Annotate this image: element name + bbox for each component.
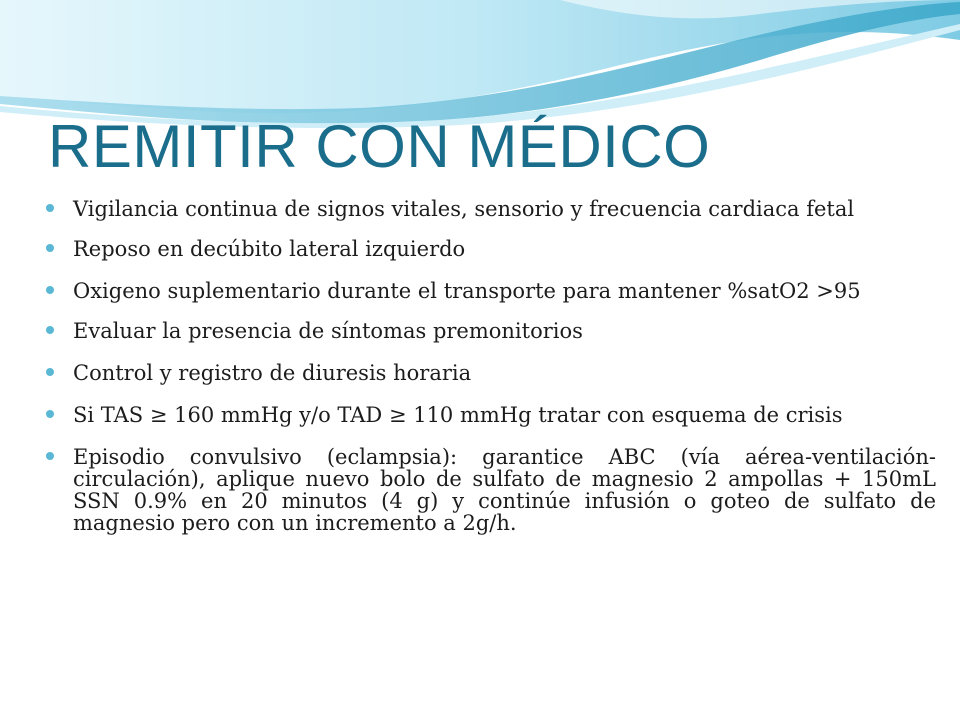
header-wave-decoration [0, 0, 960, 130]
list-item-text: Reposo en decúbito lateral izquierdo [73, 237, 466, 261]
bullet-dot-icon [46, 368, 54, 376]
list-item [46, 404, 936, 426]
bullet-dot-icon [46, 326, 54, 334]
list-item [46, 320, 936, 342]
bullet-dot-icon [46, 410, 54, 418]
bullet-dot-icon [46, 286, 54, 294]
list-item [46, 362, 936, 384]
bullet-dot-icon [46, 452, 54, 460]
list-item-text: Episodio convulsivo (eclampsia): garantice ABC (vía aérea-ventilación-circulación), aplique nuevo bolo de sulfato de magnesio 2 ampollas + 150mL SSN 0.9% en 20 minutos (4 g) y continúe infusión o goteo de sulfato de magnesio pero con un incremento a 2g/h. [73, 445, 936, 535]
list-item [46, 238, 936, 260]
bullet-dot-icon [46, 244, 54, 252]
list-item-text: Si TAS ≥ 160 mmHg y/o TAD ≥ 110 mmHg tratar con esquema de crisis [73, 403, 843, 427]
list-item-text: Vigilancia continua de signos vitales, sensorio y frecuencia cardiaca fetal [73, 197, 855, 221]
list-item-text: Evaluar la presencia de síntomas premonitorios [73, 319, 583, 343]
list-item-text: Oxigeno suplementario durante el transporte para mantener %satO2 >95 [73, 279, 861, 303]
list-item [46, 198, 936, 220]
list-item [46, 280, 936, 302]
list-item [46, 446, 936, 534]
list-item-text: Control y registro de diuresis horaria [73, 361, 472, 385]
slide-title: REMITIR CON MÉDICO [48, 113, 711, 180]
bullet-dot-icon [46, 204, 54, 212]
bullet-list [46, 198, 936, 552]
